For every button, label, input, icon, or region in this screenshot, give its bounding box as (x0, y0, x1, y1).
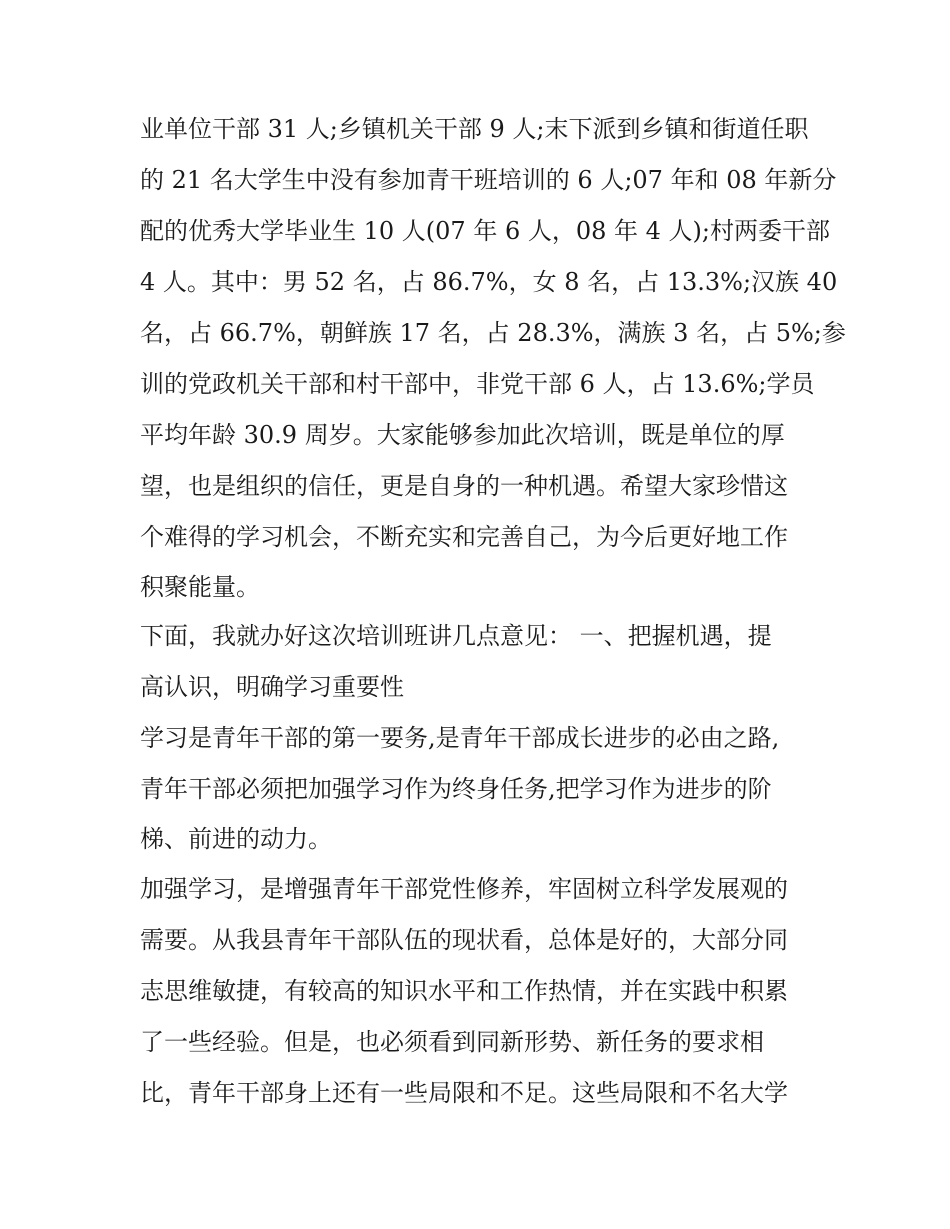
text-line: 学习是青年干部的第一要务,是青年干部成长进步的必由之路, (140, 724, 780, 752)
text-line: 训的党政机关干部和村干部中，非党干部 6 人，占 13.6%;学员 (140, 370, 815, 398)
text-line: 积聚能量。 (140, 573, 260, 601)
text-line: 个难得的学习机会，不断充实和完善自己，为今后更好地工作 (140, 523, 788, 551)
text-line: 配的优秀大学毕业生 10 人(07 年 6 人，08 年 4 人);村两委干部 (140, 217, 830, 245)
text-line: 青年干部必须把加强学习作为终身任务,把学习作为进步的阶 (140, 775, 772, 803)
text-line: 加强学习，是增强青年干部党性修养，牢固树立科学发展观的 (140, 875, 788, 903)
text-line: 梯、前进的动力。 (140, 825, 332, 853)
text-line: 业单位干部 31 人;乡镇机关干部 9 人;末下派到乡镇和街道任职 (140, 115, 809, 143)
text-line: 的 21 名大学生中没有参加青干班培训的 6 人;07 年和 08 年新分 (140, 166, 837, 194)
text-line: 名，占 66.7%，朝鲜族 17 名，占 28.3%，满族 3 名，占 5%;参 (140, 319, 846, 347)
text-line: 平均年龄 30.9 周岁。大家能够参加此次培训，既是单位的厚 (140, 421, 785, 449)
text-line: 高认识，明确学习重要性 (140, 673, 404, 701)
text-line: 望，也是组织的信任，更是自身的一种机遇。希望大家珍惜这 (140, 472, 788, 500)
text-line: 4 人。其中：男 52 名，占 86.7%，女 8 名，占 13.3%;汉族 40 (140, 268, 838, 296)
text-line: 需要。从我县青年干部队伍的现状看，总体是好的，大部分同 (140, 926, 788, 954)
text-line: 比，青年干部身上还有一些局限和不足。这些局限和不名大学 (140, 1079, 788, 1107)
text-line: 志思维敏捷，有较高的知识水平和工作热情，并在实践中积累 (140, 977, 788, 1005)
text-line: 了一些经验。但是，也必须看到同新形势、新任务的要求相 (140, 1028, 764, 1056)
text-line: 下面，我就办好这次培训班讲几点意见： 一、把握机遇，提 (140, 622, 772, 650)
